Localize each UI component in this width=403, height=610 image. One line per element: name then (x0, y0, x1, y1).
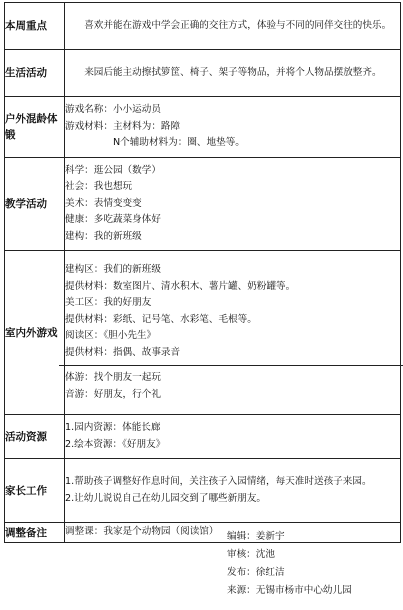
row-teaching-activities (5, 158, 401, 251)
activity-art: 美术：表情变变变 (65, 197, 142, 209)
credit-reviewer: 审核：沈池 (227, 549, 275, 560)
activity-social: 社会：我也想玩 (65, 181, 133, 193)
resource-campus: 1.园内资源：体能长廊 (65, 422, 161, 433)
sport-game: 体游：找个朋友一起玩 (65, 372, 161, 383)
row-games (5, 251, 401, 415)
parent-task-1: 1.帮助孩子调整好作息时间，关注孩子入园情绪，每天准时送孩子来园。 (65, 476, 372, 487)
game-name: 游戏名称：小小运动员 (65, 104, 161, 116)
game-materials: 游戏材料：主材料为：路障 (65, 120, 181, 132)
auxiliary-materials: N个辅助材料为：圈、地垫等。 (113, 137, 245, 149)
content-teaching-activities (65, 158, 401, 251)
reading-materials: 提供材料：指偶、故事录音 (65, 346, 181, 358)
label-parent-work: 家长工作 (5, 459, 65, 523)
music-game: 音游：好朋友，行个礼 (65, 388, 161, 400)
activity-construction: 建构：我的新班级 (65, 230, 142, 242)
label-games: 室内外游戏 (5, 251, 65, 415)
credit-publisher: 发布：徐红洁 (227, 567, 285, 578)
daily-life-text: 来园后能主动擦拭箩筐、椅子、架子等物品，并将个人物品摆放整齐。 (84, 66, 382, 78)
games-divider (59, 365, 403, 403)
credit-source: 来源：无锡市杨市中心幼儿园 (227, 585, 352, 596)
parent-task-2: 2.让幼儿说说自己在幼儿园交到了哪些新朋友。 (65, 492, 267, 504)
activity-science: 科学：逛公园（数学） (65, 164, 161, 176)
resource-picture-book: 2.绘本资源：《好朋友》 (65, 438, 166, 450)
label-resources: 活动资源 (5, 415, 65, 459)
construction-materials: 提供材料：数室图片、清水积木、薯片罐、奶粉罐等。 (65, 280, 296, 292)
credits (227, 528, 352, 600)
credit-editor: 编辑：姜新宇 (227, 531, 285, 542)
label-daily-life: 生活活动 (5, 50, 65, 97)
content-resources (65, 415, 401, 459)
weekly-focus-text: 喜欢并能在游戏中学会正确的交往方式，体验与不同的同伴交往的快乐。 (84, 19, 392, 31)
label-weekly-focus: 本周重点 (5, 3, 65, 50)
label-adjustment-notes: 调整备注 (5, 523, 65, 543)
construction-area: 建构区：我们的新班级 (65, 264, 161, 275)
activity-health: 健康：多吃蔬菜身体好 (65, 214, 161, 226)
content-outdoor-exercise (65, 97, 401, 158)
row-parent-work (5, 459, 401, 523)
content-daily-life (65, 50, 401, 97)
content-weekly-focus (65, 3, 401, 50)
reading-area: 阅读区：《胆小先生》 (65, 330, 157, 341)
row-resources (5, 415, 401, 459)
art-materials: 提供材料：彩纸、记号笔、水彩笔、毛根等。 (65, 313, 257, 325)
label-outdoor-exercise: 户外混龄体锻 (5, 97, 65, 158)
label-teaching-activities: 教学活动 (5, 158, 65, 251)
content-games (65, 251, 401, 415)
row-outdoor-exercise (5, 97, 401, 158)
content-parent-work (65, 459, 401, 523)
adjustment-text: 调整课：我家是个动物园（阅读馆） (65, 526, 219, 538)
art-area: 美工区：我的好朋友 (65, 297, 152, 308)
row-daily-life (5, 50, 401, 97)
weekly-plan-table (4, 2, 401, 543)
row-weekly-focus (5, 3, 401, 50)
